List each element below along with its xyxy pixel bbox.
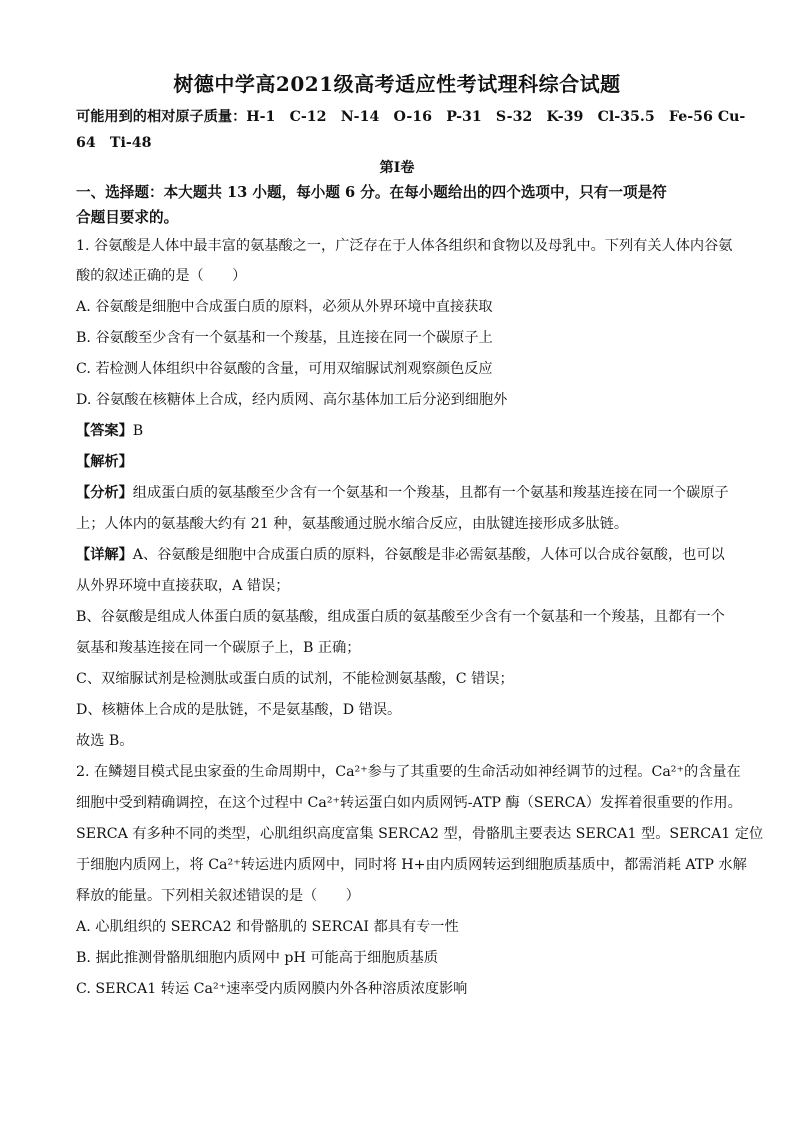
q1-stem-line-1: 1. 谷氨酸是人体中最丰富的氨基酸之一，广泛存在于人体各组织和食物以及母乳中。下列有关人体内谷氨 (76, 238, 733, 254)
q2-stem-line-4: 于细胞内质网上，将 Ca²⁺转运进内质网中，同时将 H+由内质网转运到细胞质基质中，都需消耗 ATP 水解 (76, 857, 747, 873)
q2-stem-line-3: SERCA 有多种不同的类型，心肌组织高度富集 SERCA2 型，骨骼肌主要表达 SERCA1 型。SERCA1 定位 (76, 826, 764, 842)
atomic-mass-line-2: 64 Ti-48 (76, 135, 152, 151)
q1-xiangjie-line-5: C、双缩脲试剂是检测肽或蛋白质的试剂，不能检测氨基酸，C 错误； (76, 671, 514, 687)
q1-xiangjie-line-4: 氨基和羧基连接在同一个碳原子上，B 正确； (76, 640, 361, 656)
q2-stem-line-2: 细胞中受到精确调控，在这个过程中 Ca²⁺转运蛋白如内质网钙-ATP 酶（SERCA）发挥着很重要的作用。 (76, 795, 742, 811)
volume-heading: 第Ⅰ卷 (379, 160, 415, 176)
q1-xiangjie-line-2: 从外界环境中直接获取，A 错误； (76, 578, 290, 594)
page-title: 树德中学高2021级高考适应性考试理科综合试题 (173, 72, 621, 96)
q2-option-b: B. 据此推测骨骼肌细胞内质网中 pH 可能高于细胞质基质 (76, 950, 439, 966)
section-heading-line-2: 合题目要求的。 (76, 209, 179, 226)
q2-stem-line-5: 释放的能量。下列相关叙述错误的是（ ） (76, 888, 360, 904)
atomic-mass-line-1: 可能用到的相对原子质量：H-1 C-12 N-14 O-16 P-31 S-32 K-39 Cl-35.5 Fe-56 Cu- (76, 109, 746, 125)
q1-option-c: C. 若检测人体组织中谷氨酸的含量，可用双缩脲试剂观察颜色反应 (76, 361, 493, 377)
fenxi-text-1: 组成蛋白质的氨基酸至少含有一个氨基和一个羧基，且都有一个氨基和羧基连接在同一个碳原子 (132, 485, 729, 501)
fenxi-tag: 【分析】 (76, 485, 133, 501)
jiexi-tag: 【解析】 (76, 454, 133, 470)
q1-xiangjie-line-3: B、谷氨酸是组成人体蛋白质的氨基酸，组成蛋白质的氨基酸至少含有一个氨基和一个羧基，且都有一个 (76, 609, 725, 625)
q1-xiangjie-line-1 (76, 544, 725, 564)
q1-fenxi-line-1 (76, 482, 729, 502)
answer-tag: 【答案】 (76, 423, 133, 439)
q1-xiangjie-line-6: D、核糖体上合成的是肽链，不是氨基酸，D 错误。 (76, 702, 402, 718)
xiangjie-text-1: A、谷氨酸是细胞中合成蛋白质的原料，谷氨酸是非必需氨基酸，人体可以合成谷氨酸，也可以 (132, 547, 725, 563)
q2-option-a: A. 心肌组织的 SERCA2 和骨骼肌的 SERCAI 都具有专一性 (76, 919, 459, 935)
q2-stem-line-1: 2. 在鳞翅目模式昆虫家蚕的生命周期中，Ca²⁺参与了其重要的生命活动如神经调节的过程。Ca²⁺的含量在 (76, 764, 741, 780)
q2-option-c: C. SERCA1 转运 Ca²⁺速率受内质网膜内外各种溶质浓度影响 (76, 981, 468, 997)
q1-option-a: A. 谷氨酸是细胞中合成蛋白质的原料，必须从外界环境中直接获取 (76, 299, 493, 315)
section-heading-line-1: 一、选择题：本大题共 13 小题，每小题 6 分。在每小题给出的四个选项中，只有一项是符 (76, 184, 667, 201)
q1-option-d: D. 谷氨酸在核糖体上合成，经内质网、高尔基体加工后分泌到细胞外 (76, 392, 508, 408)
xiangjie-tag: 【详解】 (76, 547, 133, 563)
q1-jiexi (76, 451, 718, 471)
q1-stem-line-2: 酸的叙述正确的是（ ） (76, 268, 247, 284)
q1-fenxi-line-2: 上；人体内的氨基酸大约有 21 种，氨基酸通过脱水缩合反应，由肽键连接形成多肽链。 (76, 516, 629, 532)
answer-value: B (132, 423, 144, 439)
q1-answer (76, 420, 718, 440)
q1-conclusion: 故选 B。 (76, 733, 134, 749)
q1-option-b: B. 谷氨酸至少含有一个氨基和一个羧基，且连接在同一个碳原子上 (76, 330, 493, 346)
